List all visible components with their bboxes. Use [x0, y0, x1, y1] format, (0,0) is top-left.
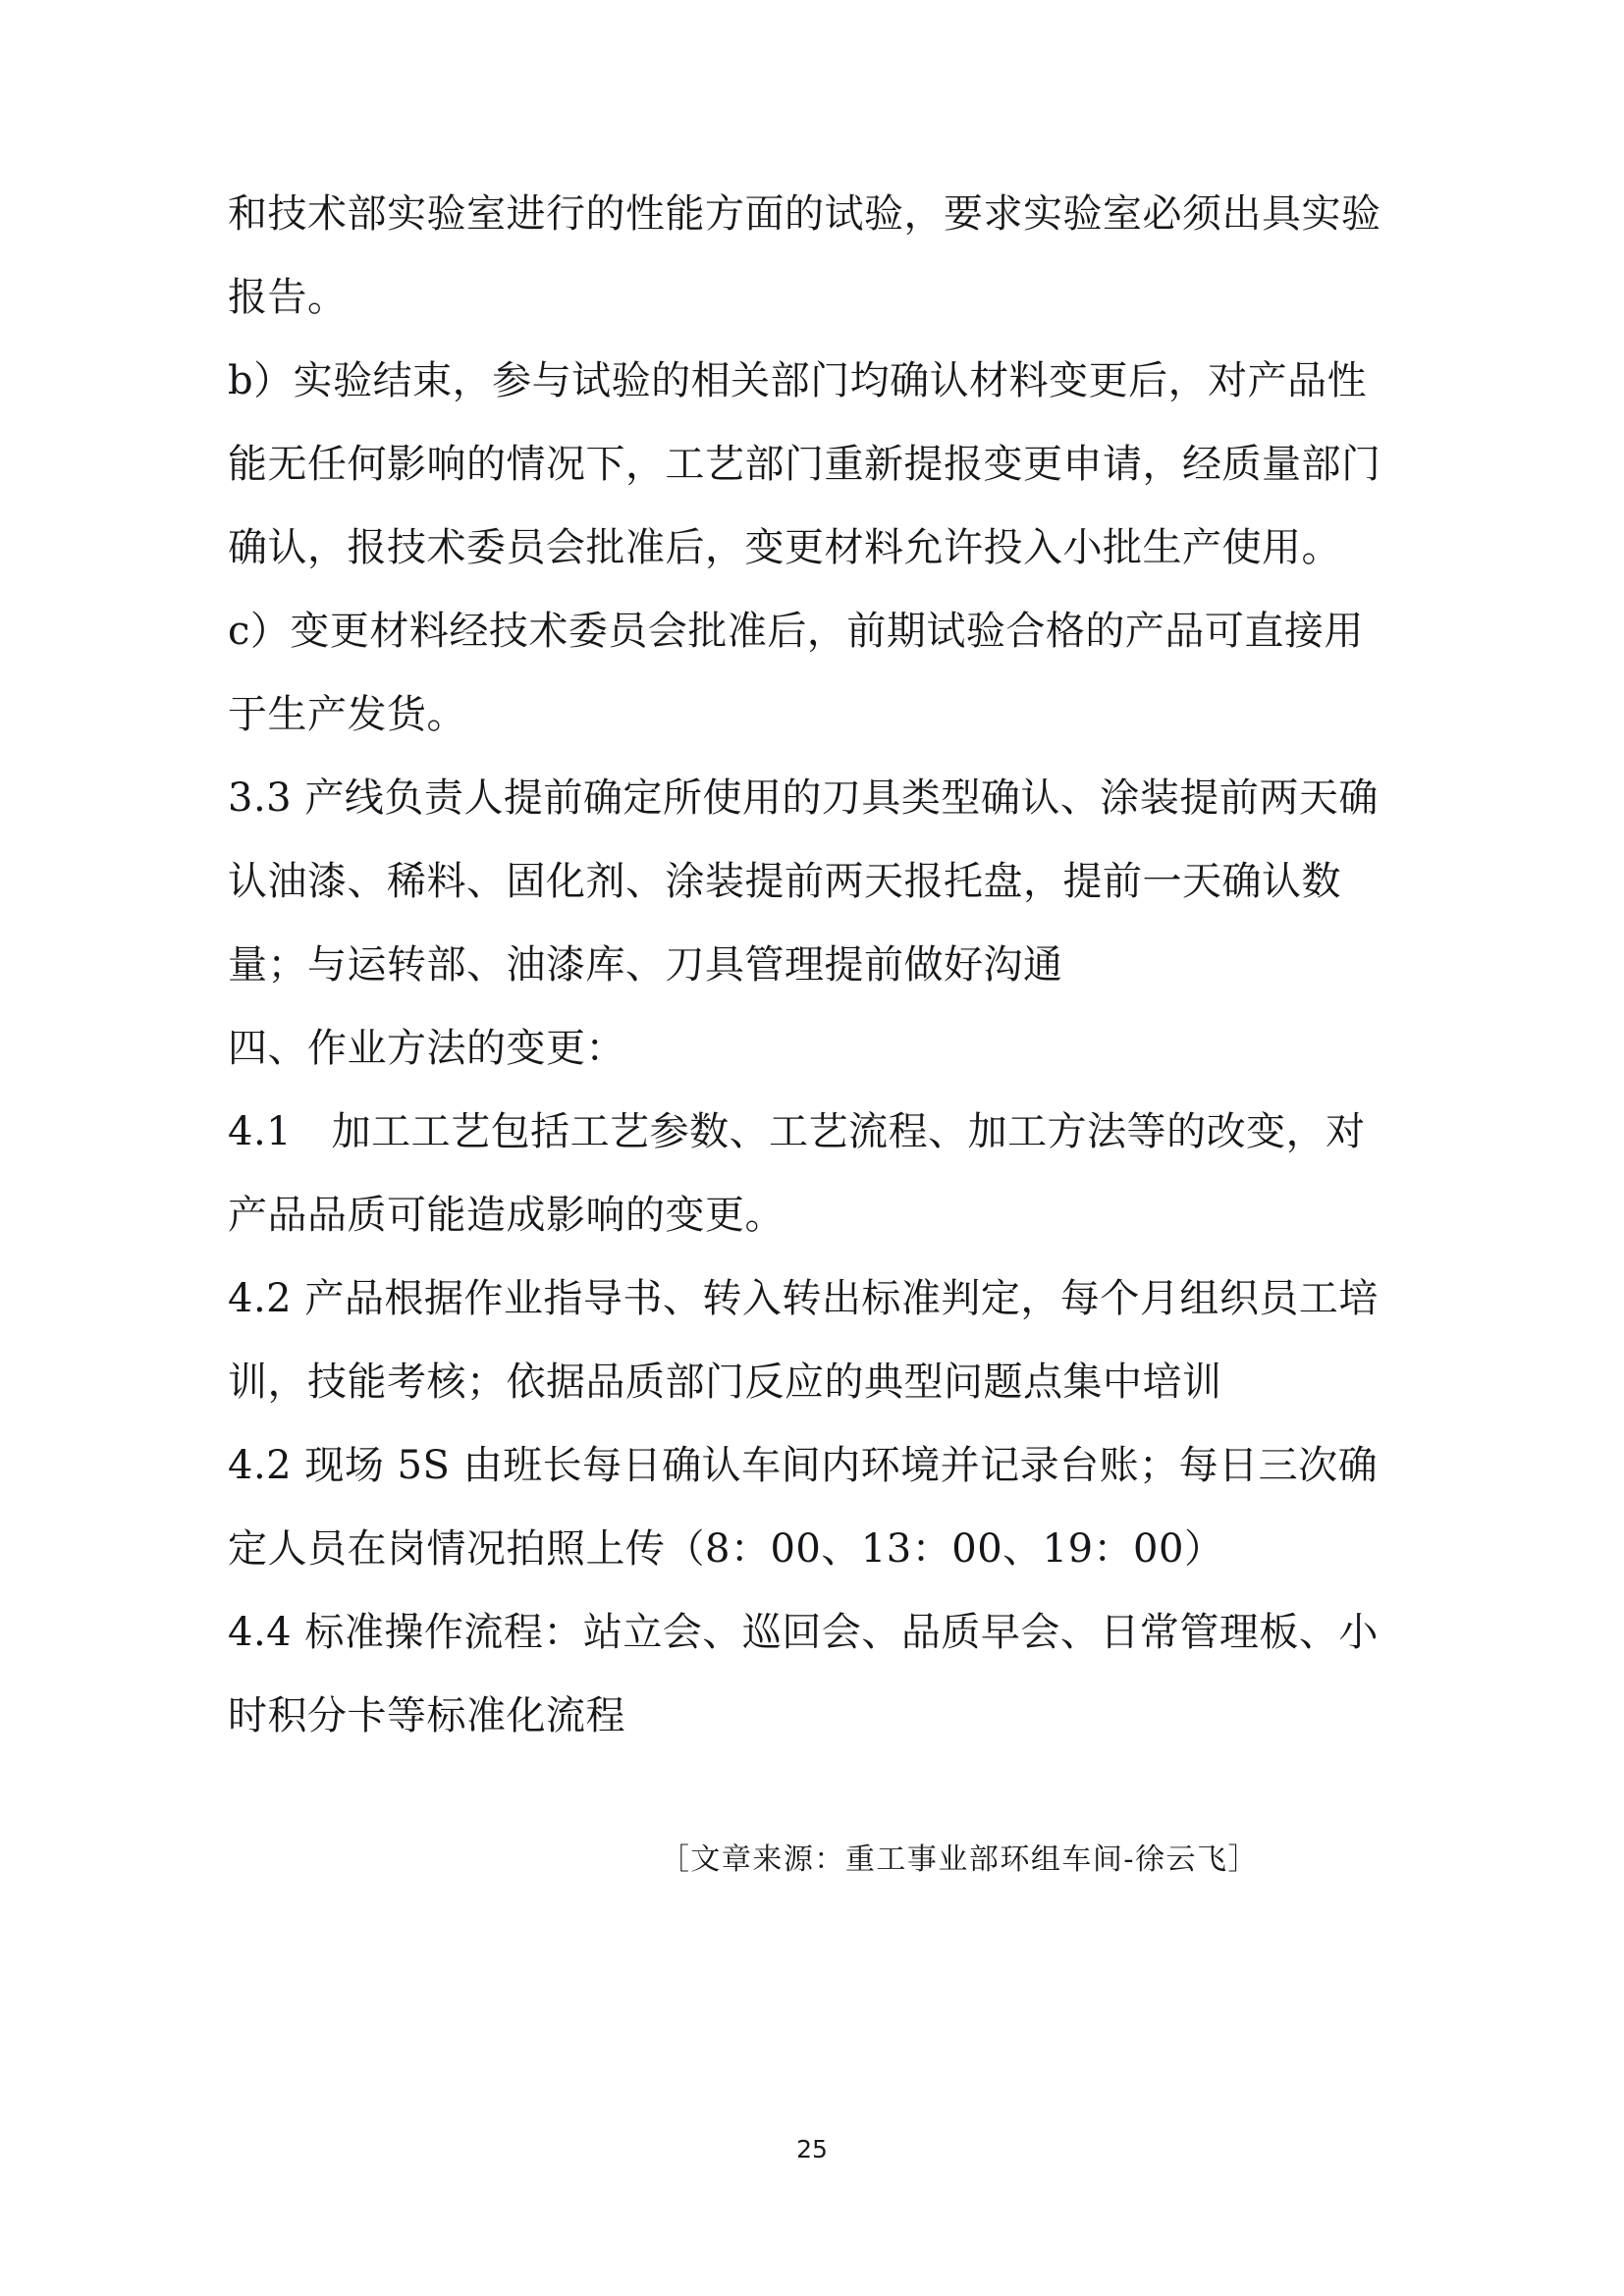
paragraph-item-c: c）变更材料经技术委员会批准后，前期试验合格的产品可直接用于生产发货。 [228, 609, 1364, 737]
page-footer [0, 2135, 1624, 2164]
document-body [228, 173, 1396, 1758]
heading-section-four: 四、作业方法的变更： [228, 1026, 625, 1071]
attribution-row [228, 1839, 1396, 1882]
paragraph-section-4-4: 4.4 标准操作流程：站立会、巡回会、品质早会、日常管理板、小时积分卡等标准化流程 [228, 1610, 1379, 1738]
page-number: 25 [796, 2135, 828, 2163]
paragraph-item-b: b）实验结束，参与试验的相关部门均确认材料变更后，对产品性能无任何影响的情况下，工艺部门重新提报变更申请，经质量部门确认，报技术委员会批准后，变更材料允许投入小批生产使用。 [228, 358, 1381, 570]
paragraph-section-4-2-training: 4.2 产品根据作业指导书、转入转出标准判定，每个月组织员工培训，技能考核；依据品质部门反应的典型问题点集中培训 [228, 1276, 1379, 1405]
article-source-attribution: ［文章来源：重工事业部环组车间-徐云飞］ [659, 1842, 1260, 1877]
paragraph-section-4-2-5s: 4.2 现场 5S 由班长每日确认车间内环境并记录台账；每日三次确定人员在岗情况拍照上传（8：00、13：00、19：00） [228, 1443, 1379, 1572]
paragraph-section-3-3: 3.3 产线负责人提前确定所使用的刀具类型确认、涂装提前两天确认油漆、稀料、固化剂、涂装提前两天报托盘，提前一天确认数量；与运转部、油漆库、刀具管理提前做好沟通 [228, 775, 1379, 988]
paragraph-section-4-1: 4.1 加工工艺包括工艺参数、工艺流程、加工方法等的改变，对产品品质可能造成影响的变更。 [228, 1109, 1366, 1238]
paragraph-continued-lab-report: 和技术部实验室进行的性能方面的试验，要求实验室必须出具实验报告。 [228, 191, 1381, 320]
